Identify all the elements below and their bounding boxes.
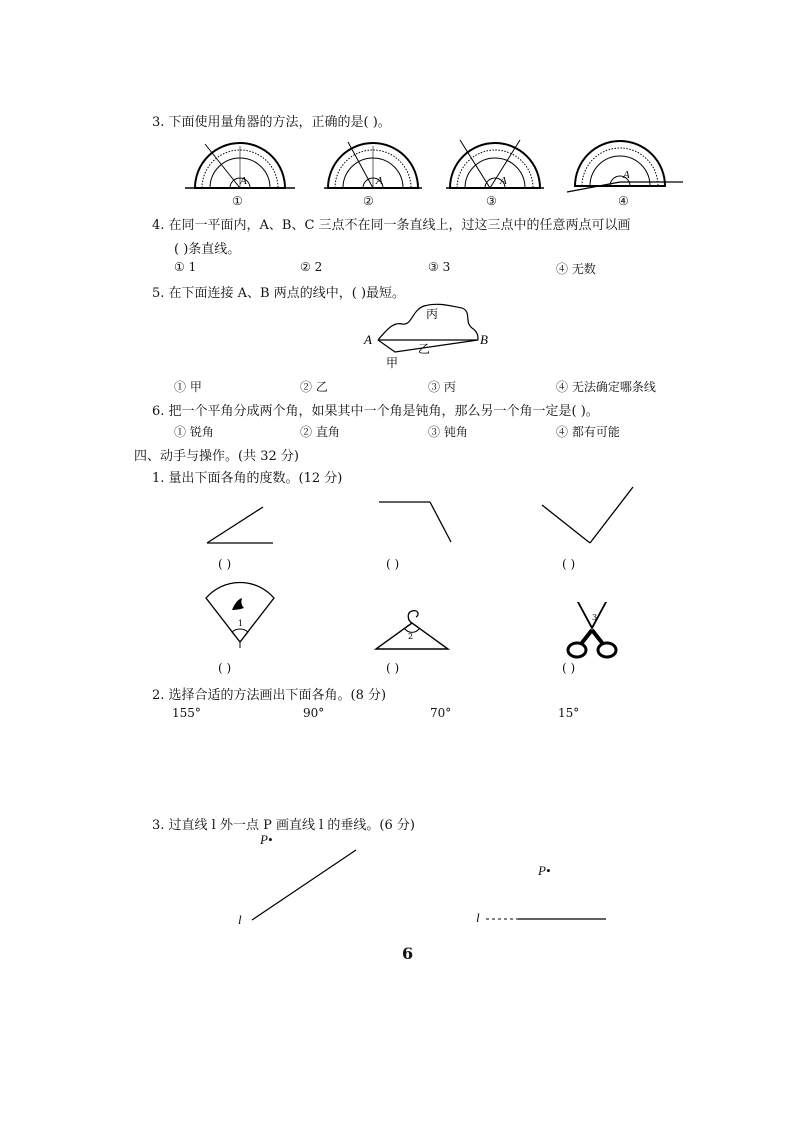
hanger-figure bbox=[372, 605, 452, 655]
angle-15: 15° bbox=[558, 706, 580, 720]
q6-option-1[interactable]: ① 锐角 bbox=[174, 425, 214, 439]
section4-p1-text: 1. 量出下面各角的度数。(12 分) bbox=[152, 471, 343, 486]
section4-title: 四、动手与操作。(共 32 分) bbox=[134, 449, 299, 464]
line-l-right bbox=[484, 914, 608, 924]
angle-mark-3: 3 bbox=[592, 613, 598, 622]
answer-blank-5[interactable]: ( ) bbox=[386, 661, 400, 675]
q4-option-1[interactable]: ① 1 bbox=[174, 260, 197, 274]
q5-text: 5. 在下面连接 A、B 两点的线中，( )最短。 bbox=[152, 286, 406, 301]
q5-option-1[interactable]: ① 甲 bbox=[174, 380, 202, 394]
vertex-label: A bbox=[500, 175, 507, 187]
section4-p2-text: 2. 选择合适的方法画出下面各角。(8 分) bbox=[152, 688, 387, 703]
line-l-left bbox=[246, 848, 358, 924]
q4-line1: 4. 在同一平面内，A、B、C 三点不在同一条直线上，过这三点中的任意两点可以画 bbox=[152, 218, 631, 233]
path-bing-label: 丙 bbox=[426, 307, 439, 321]
section4-p3-text: 3. 过直线 l 外一点 P 画直线 l 的垂线。(6 分) bbox=[152, 818, 415, 833]
line-l-right-label: l bbox=[476, 910, 480, 925]
vertex-label: A bbox=[240, 175, 247, 187]
angle-mark-2: 2 bbox=[408, 632, 414, 641]
answer-blank-4[interactable]: ( ) bbox=[218, 661, 232, 675]
q6-option-3[interactable]: ③ 钝角 bbox=[428, 425, 468, 439]
fan-figure bbox=[200, 582, 280, 650]
q5-paths-figure bbox=[360, 300, 500, 372]
path-yi-label: 乙 bbox=[418, 342, 431, 356]
q6-text: 6. 把一个平角分成两个角，如果其中一个角是钝角，那么另一个角一定是( )。 bbox=[152, 404, 599, 419]
q6-option-4[interactable]: ④ 都有可能 bbox=[556, 425, 620, 439]
protractor-1 bbox=[185, 136, 295, 194]
point-a-label: A bbox=[364, 332, 372, 347]
protractor-3 bbox=[440, 136, 550, 194]
path-jia-label: 甲 bbox=[386, 356, 399, 370]
vertex-label: A bbox=[376, 175, 383, 187]
answer-blank-2[interactable]: ( ) bbox=[386, 557, 400, 571]
angle-155: 155° bbox=[172, 706, 201, 720]
point-b-label: B bbox=[480, 332, 488, 347]
angle-mark-1: 1 bbox=[238, 619, 244, 628]
page-number: 6 bbox=[402, 944, 414, 963]
vertex-label: A bbox=[623, 169, 630, 181]
answer-blank-6[interactable]: ( ) bbox=[562, 661, 576, 675]
q5-option-4[interactable]: ④ 无法确定哪条线 bbox=[556, 380, 656, 394]
q3-option-2[interactable]: ② bbox=[363, 194, 374, 208]
angle-figure-2 bbox=[375, 500, 455, 545]
q4-option-4[interactable]: ④ 无数 bbox=[556, 262, 596, 276]
answer-blank-3[interactable]: ( ) bbox=[562, 557, 576, 571]
q6-option-2[interactable]: ② 直角 bbox=[300, 425, 340, 439]
angle-70: 70° bbox=[430, 706, 452, 720]
answer-blank-1[interactable]: ( ) bbox=[218, 557, 232, 571]
protractor-4 bbox=[565, 136, 685, 194]
q4-line2: ( )条直线。 bbox=[174, 242, 241, 257]
line-l-left-label: l bbox=[238, 912, 242, 927]
point-p-left: P• bbox=[260, 832, 273, 847]
q3-option-3[interactable]: ③ bbox=[486, 194, 497, 208]
angle-figure-1 bbox=[205, 505, 275, 545]
q4-option-3[interactable]: ③ 3 bbox=[428, 260, 451, 274]
q4-option-2[interactable]: ② 2 bbox=[300, 260, 323, 274]
q5-option-2[interactable]: ② 乙 bbox=[300, 380, 328, 394]
q5-option-3[interactable]: ③ 丙 bbox=[428, 380, 456, 394]
angle-90: 90° bbox=[303, 706, 325, 720]
angle-figure-3 bbox=[540, 485, 635, 545]
q3-text: 3. 下面使用量角器的方法，正确的是( )。 bbox=[152, 115, 391, 130]
q3-option-1[interactable]: ① bbox=[232, 194, 243, 208]
point-p-right: P• bbox=[538, 863, 551, 878]
scissors-figure bbox=[565, 600, 620, 660]
protractor-2 bbox=[318, 136, 428, 194]
q3-option-4[interactable]: ④ bbox=[618, 194, 629, 208]
